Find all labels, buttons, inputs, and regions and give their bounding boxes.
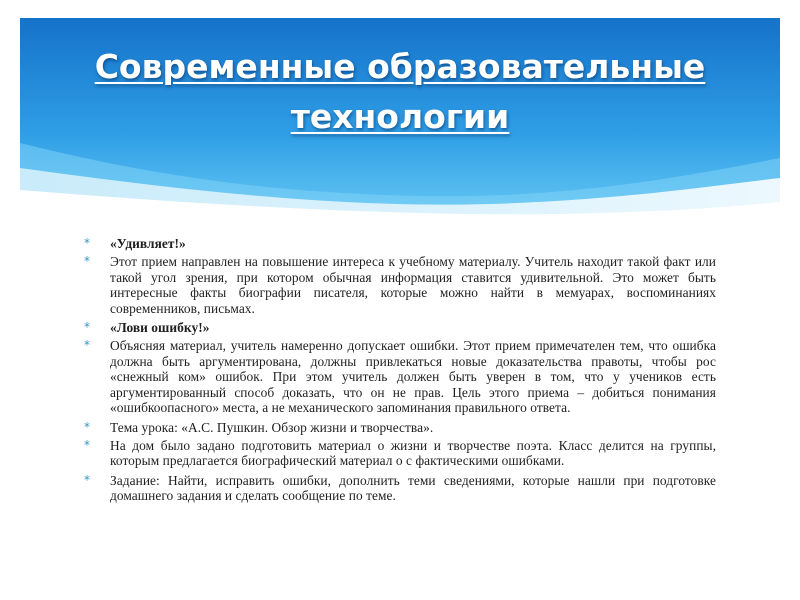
asterisk-icon: * <box>84 236 91 250</box>
list-item <box>84 438 716 469</box>
list-item <box>84 320 716 336</box>
asterisk-icon: * <box>84 254 91 268</box>
bullet-list <box>84 236 716 506</box>
list-item <box>84 338 716 416</box>
list-item <box>84 254 716 316</box>
asterisk-icon: * <box>84 419 91 434</box>
asterisk-icon: * <box>84 338 91 352</box>
asterisk-icon: * <box>84 320 91 334</box>
list-item-text: «Удивляет!» <box>110 236 186 251</box>
asterisk-icon: * <box>84 472 91 487</box>
list-item-text: На дом было задано подготовить материал о жизни и творчестве поэта. Класс делится на группы, которым предлагается биографический материал о с фактическими ошибками. <box>110 437 716 468</box>
slide-title: Современные образовательные технологии <box>94 47 706 136</box>
list-item-text: Этот прием направлен на повышение интереса к учебному материалу. Учитель находит такой факт или такой угол зрения, при котором обычная информация ставится удивительной. Это может быть интересные факты биографии писателя, которые можно найти в мемуарах, воспоминаниях современников, письмах. <box>110 254 716 316</box>
list-item <box>84 420 716 436</box>
list-item-text: Задание: Найти, исправить ошибки, дополнить теми сведениями, которые нашли при подготовке домашнего задания и сделать сообщение по теме. <box>110 472 716 503</box>
list-item <box>84 473 716 504</box>
list-item-text: «Лови ошибку!» <box>110 320 210 335</box>
list-item <box>84 236 716 252</box>
list-item-text: Объясняя материал, учитель намеренно допускает ошибки. Этот прием примечателен тем, что ошибка должна быть аргументирована, должны привлекаться новые доказательства правоты, чтобы рос «снежный ком» ошибок. При этом учитель должен быть уверен в том, что у учеников есть аргументированный способ доказать, что он не прав. Цель этого приема – добиться понимания «ошибкоопасного» места, а не механического запоминания правильного ответа. <box>110 338 716 415</box>
list-item-text: Тема урока: «А.С. Пушкин. Обзор жизни и творчества». <box>110 419 434 435</box>
asterisk-icon: * <box>84 437 91 452</box>
